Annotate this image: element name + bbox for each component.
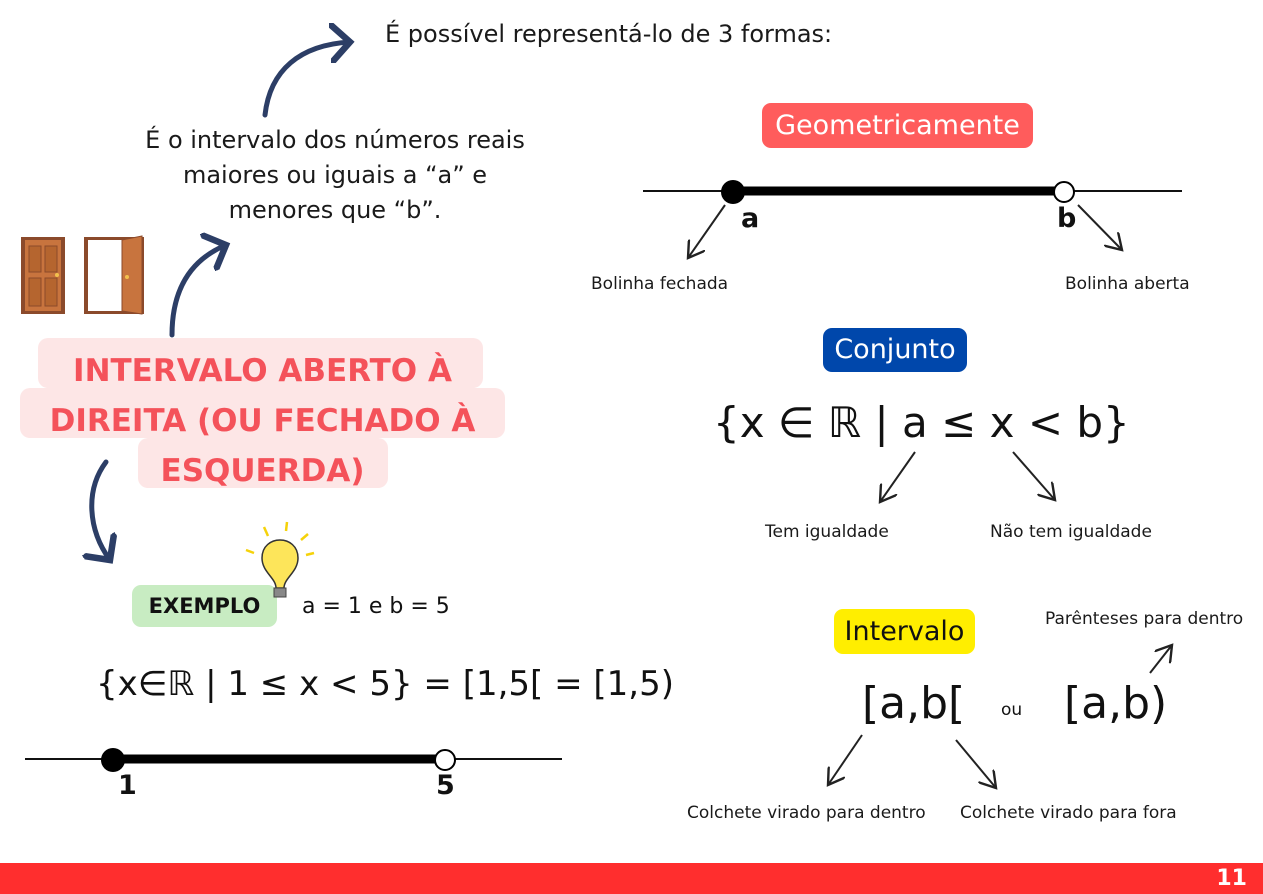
- bracket-inward-label: Colchete virado para dentro: [687, 803, 926, 823]
- set-expression: {x ∈ ℝ | a ≤ x < b}: [713, 398, 1130, 447]
- definition-line-1: É o intervalo dos números reais: [145, 126, 525, 154]
- footer-bar: [0, 863, 1263, 894]
- definition-line-3: menores que “b”.: [228, 196, 442, 224]
- example-badge: EXEMPLO: [132, 585, 277, 627]
- definition-line-2: maiores ou iguais a “a” e: [182, 161, 488, 189]
- example-start-label: 1: [118, 770, 137, 801]
- parenthesis-note: Parênteses para dentro: [1045, 609, 1244, 629]
- example-end-label: 5: [436, 770, 455, 801]
- example-expression: {x∈ℝ | 1 ≤ x < 5} = [1,5[ = [1,5): [96, 664, 674, 704]
- bracket-form: [a,b[: [862, 678, 966, 729]
- parenthesis-form: [a,b): [1064, 678, 1168, 729]
- closed-dot-label: Bolinha fechada: [591, 274, 729, 294]
- point-a-label: a: [741, 203, 760, 234]
- point-b-label: b: [1057, 203, 1077, 234]
- bracket-outward-label: Colchete virado para fora: [960, 803, 1177, 823]
- page-number: 11: [1216, 866, 1247, 891]
- title-line-2: DIREITA (OU FECHADO À: [49, 403, 476, 439]
- or-text: ou: [1001, 700, 1023, 720]
- equality-label: Tem igualdade: [765, 522, 889, 542]
- no-equality-label: Não tem igualdade: [990, 522, 1152, 542]
- title-line-1: INTERVALO ABERTO À: [73, 353, 452, 389]
- interval-badge: Intervalo: [834, 609, 975, 654]
- open-dot-label: Bolinha aberta: [1065, 274, 1190, 294]
- example-values: a = 1 e b = 5: [302, 594, 450, 619]
- geometric-badge: Geometricamente: [762, 103, 1033, 148]
- intro-text: É possível representá-lo de 3 formas:: [385, 20, 833, 48]
- title-line-3: ESQUERDA): [160, 453, 365, 489]
- set-badge: Conjunto: [823, 328, 967, 372]
